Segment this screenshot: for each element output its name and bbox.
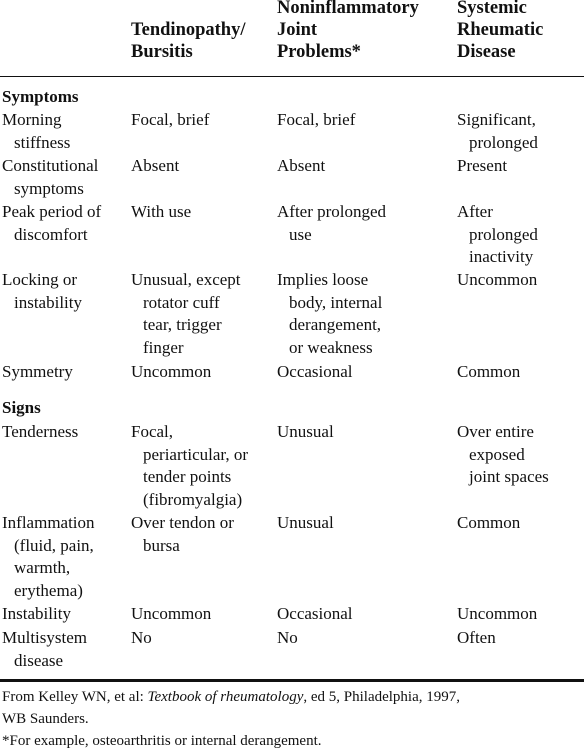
cell-line: exposed [469, 444, 525, 464]
cell-line: Significant, [457, 110, 536, 129]
cell-line: Focal, [131, 422, 174, 441]
cell-line: Uncommon [131, 604, 212, 623]
cell-line: instability [14, 292, 82, 312]
header-noninflammatory: Noninflammatory Joint Problems* [277, 0, 419, 62]
cell-line: Inflammation [2, 513, 95, 532]
cell-line: Absent [131, 156, 180, 175]
section-title-symptoms: Symptoms [2, 87, 79, 106]
cell-line: derangement, [289, 315, 382, 334]
header-tendinopathy: Tendinopathy/ Bursitis [131, 20, 246, 62]
noninflammatory-cell [277, 201, 449, 246]
citation-suffix: , ed 5, Philadelphia, 1997, [303, 689, 461, 705]
cell-line: discomfort [14, 224, 88, 244]
cell-line: Peak period of [2, 202, 102, 221]
systemic-cell [457, 269, 583, 292]
cell-line: Unusual, except [131, 270, 241, 289]
tendinopathy-cell [131, 603, 271, 626]
noninflammatory-cell [277, 627, 449, 650]
cell-line: Common [457, 362, 521, 381]
cell-line: stiffness [14, 132, 71, 152]
cell-line: Symmetry [2, 362, 73, 381]
tendinopathy-cell [131, 201, 271, 224]
cell-line: prolonged [469, 224, 538, 244]
noninflammatory-cell [277, 361, 449, 384]
cell-line: periarticular, or [143, 444, 249, 464]
cell-line: rotator cuff [143, 292, 220, 312]
cell-line: Tenderness [2, 422, 79, 441]
row-label [2, 421, 124, 444]
noninflammatory-cell [277, 269, 449, 359]
cell-line: Over tendon or [131, 513, 234, 532]
noninflammatory-cell [277, 603, 449, 626]
tendinopathy-cell [131, 627, 271, 650]
cell-line: Instability [2, 604, 71, 623]
systemic-cell [457, 155, 583, 178]
cell-line: erythema) [14, 580, 83, 600]
header-rule [0, 76, 584, 77]
cell-line: finger [143, 337, 184, 357]
cell-line: Often [457, 628, 496, 647]
cell-line: Uncommon [457, 270, 538, 289]
cell-line: (fibromyalgia) [143, 489, 243, 509]
cell-line: Multisystem [2, 628, 88, 647]
cell-line: warmth, [14, 558, 71, 577]
cell-line: Focal, brief [277, 110, 356, 129]
cell-line: joint spaces [469, 467, 549, 486]
cell-line: Uncommon [457, 604, 538, 623]
cell-line: No [277, 628, 298, 647]
tendinopathy-cell [131, 512, 271, 557]
cell-line: Common [457, 513, 521, 532]
cell-line: Uncommon [131, 362, 212, 381]
systemic-cell [457, 361, 583, 384]
noninflammatory-cell [277, 421, 449, 444]
cell-line: Occasional [277, 362, 353, 381]
cell-line: Unusual [277, 513, 334, 532]
row-label [2, 269, 124, 314]
noninflammatory-cell [277, 155, 449, 178]
cell-line: No [131, 628, 152, 647]
noninflammatory-cell [277, 109, 449, 132]
cell-line: Over entire [457, 422, 534, 441]
cell-line: inactivity [469, 247, 534, 266]
cell-line: After [457, 202, 493, 221]
header-systemic-rheumatic: Systemic Rheumatic Disease [457, 0, 544, 62]
systemic-cell [457, 421, 583, 489]
systemic-cell [457, 627, 583, 650]
tendinopathy-cell [131, 269, 271, 359]
cell-line: prolonged [469, 132, 538, 152]
cell-line: Focal, brief [131, 110, 210, 129]
asterisk-footnote: *For example, osteoarthritis or internal derangement. [2, 733, 322, 749]
tendinopathy-cell [131, 155, 271, 178]
cell-line: (fluid, pain, [14, 535, 94, 555]
cell-line: bursa [143, 535, 180, 555]
cell-line: Constitutional [2, 156, 99, 175]
citation-prefix: From Kelley WN, et al: [2, 689, 148, 705]
systemic-cell [457, 603, 583, 626]
cell-line: With use [131, 202, 192, 221]
cell-line: Morning [2, 110, 62, 129]
source-citation [2, 686, 460, 708]
section-title-signs: Signs [2, 398, 41, 417]
cell-line: Absent [277, 156, 326, 175]
noninflammatory-cell [277, 512, 449, 535]
row-label [2, 603, 124, 626]
systemic-cell [457, 109, 583, 154]
cell-line: Locking or [2, 270, 78, 289]
cell-line: Implies loose [277, 270, 369, 289]
tendinopathy-cell [131, 421, 271, 511]
cell-line: body, internal [289, 292, 383, 312]
systemic-cell [457, 201, 583, 269]
cell-line: disease [14, 650, 64, 670]
cell-line: tender points [143, 467, 232, 486]
cell-line: tear, trigger [143, 315, 222, 334]
row-label [2, 155, 124, 200]
tendinopathy-cell [131, 361, 271, 384]
cell-line: use [289, 224, 312, 244]
cell-line: Occasional [277, 604, 353, 623]
row-label [2, 201, 124, 246]
citation-title: Textbook of rheumatology [147, 689, 304, 705]
tendinopathy-cell [131, 109, 271, 132]
cell-line: After prolonged [277, 202, 387, 221]
cell-line: Present [457, 156, 508, 175]
cell-line: symptoms [14, 178, 84, 198]
cell-line: or weakness [289, 337, 373, 357]
footer-rule [0, 679, 584, 682]
source-citation-line2: WB Saunders. [2, 711, 89, 727]
row-label [2, 512, 124, 602]
row-label [2, 361, 124, 384]
row-label [2, 109, 124, 154]
cell-line: Unusual [277, 422, 334, 441]
row-label [2, 627, 124, 672]
systemic-cell [457, 512, 583, 535]
